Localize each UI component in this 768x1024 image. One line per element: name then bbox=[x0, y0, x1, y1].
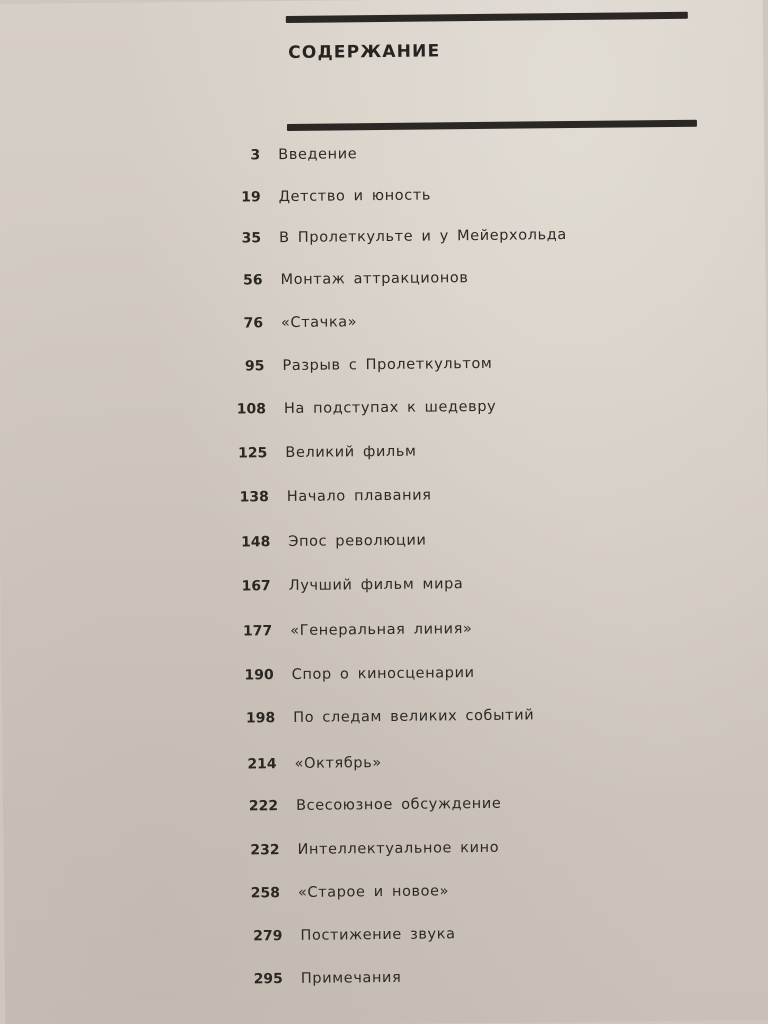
toc-page-number: 95 bbox=[244, 358, 265, 375]
toc-chapter-title: «Стачка» bbox=[280, 314, 358, 332]
toc-entry bbox=[226, 883, 449, 909]
toc-page-number: 125 bbox=[238, 445, 268, 462]
toc-page-number: 214 bbox=[247, 756, 277, 773]
toc-chapter-title: Эпос революции bbox=[288, 532, 427, 551]
toc-page-number: 148 bbox=[240, 534, 271, 551]
toc-chapter-title: Примечания bbox=[300, 969, 402, 987]
toc-page-number: 138 bbox=[239, 489, 269, 506]
toc-chapter-title: «Октябрь» bbox=[294, 755, 382, 772]
toc-entry bbox=[217, 576, 464, 603]
toc-page-number: 232 bbox=[250, 842, 280, 859]
toc-chapter-title: Лучший фильм мира bbox=[288, 576, 464, 595]
toc-entry bbox=[206, 146, 357, 172]
contents-title: СОДЕРЖАНИЕ bbox=[288, 41, 441, 63]
toc-chapter-title: Всесоюзное обсуждение bbox=[295, 795, 502, 814]
toc-entry bbox=[215, 488, 432, 514]
toc-entry bbox=[210, 356, 492, 383]
toc-entry bbox=[209, 314, 357, 340]
toc-page-number: 19 bbox=[241, 189, 261, 206]
toc-chapter-title: Начало плавания bbox=[286, 487, 432, 506]
toc-page-number: 222 bbox=[248, 798, 279, 815]
toc-chapter-title: «Генеральная линия» bbox=[290, 621, 473, 639]
toc-chapter-title: Разрыв с Пролеткультом bbox=[282, 355, 493, 375]
toc-entry bbox=[208, 270, 468, 297]
toc-page-number: 3 bbox=[250, 147, 261, 164]
toc-page-number: 258 bbox=[250, 885, 281, 902]
toc-entry bbox=[228, 926, 455, 952]
toc-entry bbox=[223, 755, 382, 781]
toc-entry bbox=[220, 665, 475, 692]
toc-entry bbox=[221, 707, 534, 734]
toc-entry bbox=[213, 444, 416, 470]
toc-chapter-title: Детство и юность bbox=[278, 187, 432, 206]
toc-chapter-title: Интеллектуальное кино bbox=[297, 839, 500, 858]
toc-entry bbox=[225, 840, 499, 867]
toc-entry bbox=[218, 621, 472, 648]
toc-chapter-title: В Пролеткульте и у Мейерхольда bbox=[279, 227, 567, 247]
toc-page-number: 76 bbox=[243, 315, 264, 332]
toc-page-number: 35 bbox=[241, 230, 262, 247]
toc-chapter-title: Монтаж аттракционов bbox=[280, 270, 469, 289]
toc-chapter-title: «Старое и новое» bbox=[297, 883, 450, 901]
toc-page-number: 167 bbox=[241, 578, 271, 595]
toc-page-number: 198 bbox=[245, 710, 276, 727]
toc-entry bbox=[207, 227, 567, 255]
toc-page-number: 177 bbox=[242, 623, 273, 640]
toc-chapter-title: На подступах к шедевру bbox=[283, 398, 497, 418]
toc-entry bbox=[207, 187, 432, 213]
toc-chapter-title: Великий фильм bbox=[285, 443, 417, 462]
toc-entry bbox=[229, 970, 402, 996]
toc-chapter-title: По следам великих событий bbox=[293, 707, 535, 726]
toc-entry bbox=[224, 796, 502, 823]
toc-chapter-title: Введение bbox=[278, 146, 358, 164]
toc-page-number: 279 bbox=[253, 928, 283, 945]
toc-page-number: 295 bbox=[253, 971, 283, 988]
toc-chapter-title: Постижение звука bbox=[300, 926, 456, 944]
toc-chapter-title: Спор о киносценарии bbox=[291, 665, 475, 683]
toc-page-number: 108 bbox=[236, 401, 267, 418]
toc-entry bbox=[212, 399, 497, 426]
toc-page-number: 190 bbox=[244, 667, 274, 684]
toc-page-number: 56 bbox=[242, 272, 263, 289]
toc-entry bbox=[216, 533, 426, 559]
